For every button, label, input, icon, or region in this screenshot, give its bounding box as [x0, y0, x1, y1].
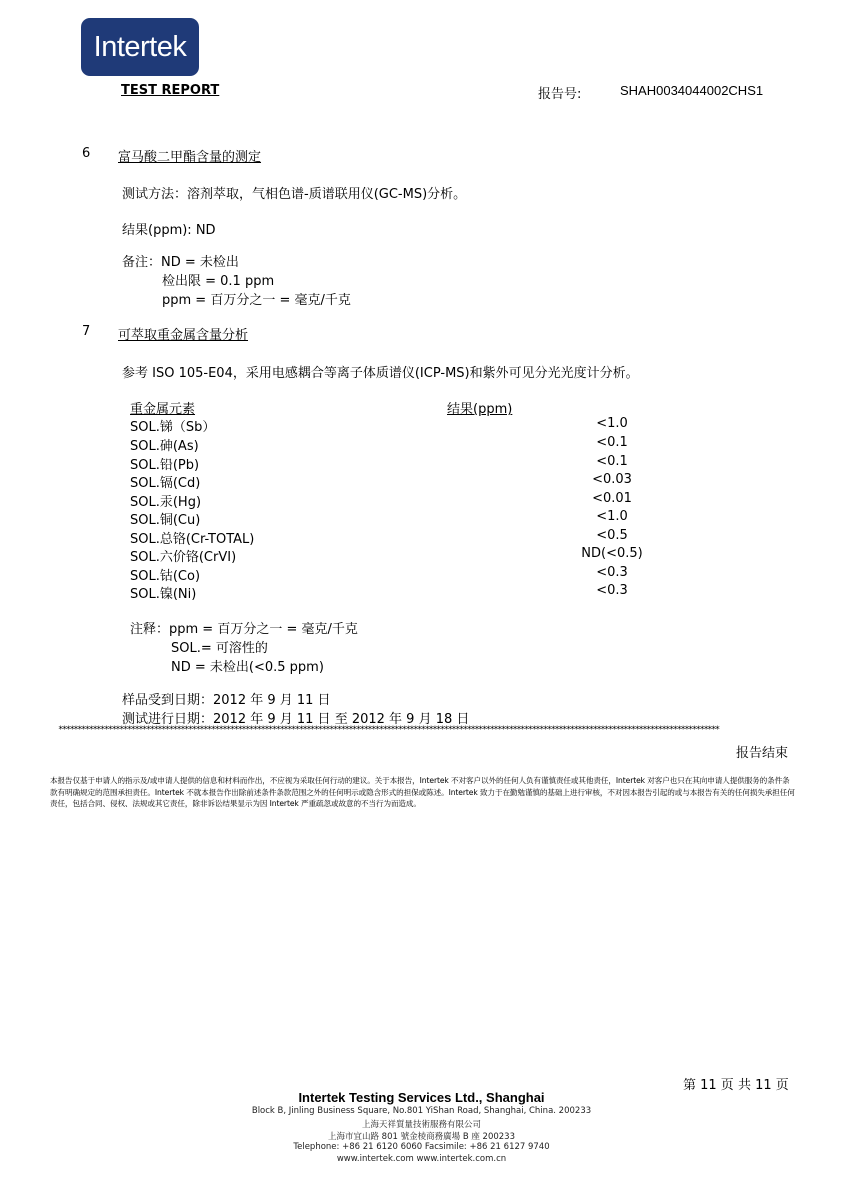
table-row	[130, 509, 628, 528]
result-cell: <1.0	[596, 416, 628, 431]
table-row	[130, 583, 628, 602]
result-cell: <1.0	[596, 509, 628, 524]
element-cell: SOL.六价铬(CrVI)	[130, 550, 237, 565]
report-title: TEST REPORT	[121, 83, 220, 98]
element-cell: SOL.钴(Co)	[130, 569, 201, 584]
result-cell: <0.1	[596, 435, 628, 450]
element-cell: SOL.铅(Pb)	[130, 458, 200, 473]
report-number-label: 报告号:	[538, 87, 582, 102]
report-number: SHAH0034044002CHS1	[620, 83, 764, 98]
table-row	[130, 416, 628, 435]
result-cell: ND(<0.5)	[581, 546, 643, 561]
result-cell: <0.5	[596, 528, 628, 543]
element-cell: SOL.镍(Ni)	[130, 587, 197, 602]
report-end: 报告结束	[736, 746, 789, 761]
table-row	[130, 472, 632, 491]
table-row	[130, 491, 632, 510]
table-row	[130, 565, 628, 584]
result-cell: <0.03	[592, 472, 632, 487]
footer-address-en: Block B, Jinling Business Square, No.801 YiShan Road, Shanghai, China. 200233	[251, 1106, 592, 1116]
section-6-note-1: 备注：ND = 未检出	[122, 255, 239, 270]
section-7-title: 可萃取重金属含量分析	[118, 328, 249, 343]
footer-company-cn: 上海天祥質量技術服務有限公司	[361, 1120, 481, 1130]
element-cell: SOL.砷(As)	[130, 439, 199, 454]
section-7-note-3: ND = 未检出(<0.5 ppm)	[171, 660, 324, 675]
test-period-date: 测试进行日期：2012 年 9 月 11 日 至 2012 年 9 月 18 日	[122, 712, 470, 727]
footer-company: Intertek Testing Services Ltd., Shanghai	[298, 1090, 545, 1105]
section-6-note-3: ppm = 百万分之一 = 毫克/千克	[162, 293, 351, 308]
section-7-note-2: SOL.= 可溶性的	[171, 641, 268, 656]
footer-address-cn: 上海市宜山路 801 號金棱商務廣場 B 座 200233	[327, 1132, 515, 1142]
page-number: 第 11 页 共 11 页	[683, 1078, 789, 1093]
section-7-number: 7	[82, 324, 91, 339]
footer-web: www.intertek.com www.intertek.com.cn	[336, 1154, 507, 1164]
result-cell: <0.01	[592, 491, 632, 506]
section-6-title: 富马酸二甲酯含量的测定	[118, 150, 262, 165]
sample-received-date: 样品受到日期：2012 年 9 月 11 日	[122, 693, 331, 708]
table-header-result: 结果(ppm)	[447, 402, 513, 417]
element-cell: SOL.总铬(Cr-TOTAL)	[130, 532, 255, 547]
separator-line: *****************************************************************************************************************************************************************************	[58, 725, 719, 735]
disclaimer: 本报告仅基于申请人的指示及/或申请人提供的信息和材料而作出，不应视为采取任何行动的建议。关于本报告，Intertek 不对客户以外的任何人负有谨慎责任或其他责任，Intertek 对客户也只在其向申请人提供服务的条件条款有明确规定的范围承担责任。Intertek 不就本报告作出除前述条件条款范围之外的任何明示或隐含形式的担保或陈述。Intertek 致力于在勤勉谨慎的基础上进行审核，不对因本报告引起的或与本报告有关的任何损失承担任何责任，包括合同、侵权、法规或其它责任，除非诉讼结果显示为因 Intertek 严重疏忽或故意的不当行为而造成。	[50, 776, 795, 808]
element-cell: SOL.汞(Hg)	[130, 495, 202, 510]
logo-text: Intertek	[93, 30, 187, 63]
result-cell: <0.3	[596, 583, 628, 598]
result-cell: <0.1	[596, 454, 628, 469]
element-cell: SOL.镉(Cd)	[130, 476, 201, 491]
section-6-note-2: 检出限 = 0.1 ppm	[162, 274, 275, 289]
table-row	[130, 528, 628, 547]
element-cell: SOL.铜(Cu)	[130, 513, 201, 528]
table-row	[130, 454, 628, 473]
intertek-logo	[81, 18, 199, 76]
table-header-element: 重金属元素	[130, 402, 196, 417]
footer-phone: Telephone: +86 21 6120 6060 Facsimile: +86 21 6127 9740	[293, 1142, 550, 1152]
table-row	[130, 546, 643, 565]
section-6-method: 测试方法：溶剂萃取，气相色谱-质谱联用仪(GC-MS)分析。	[122, 187, 467, 202]
section-6-result: 结果(ppm): ND	[122, 223, 216, 238]
section-6-number: 6	[82, 146, 91, 161]
result-cell: <0.3	[596, 565, 628, 580]
section-7-note-1: 注释：ppm = 百万分之一 = 毫克/千克	[130, 622, 358, 637]
table-row	[130, 435, 628, 454]
section-7-method: 参考 ISO 105-E04，采用电感耦合等离子体质谱仪(ICP-MS)和紫外可见分光光度计分析。	[122, 366, 639, 381]
element-cell: SOL.锑（Sb）	[130, 420, 216, 435]
